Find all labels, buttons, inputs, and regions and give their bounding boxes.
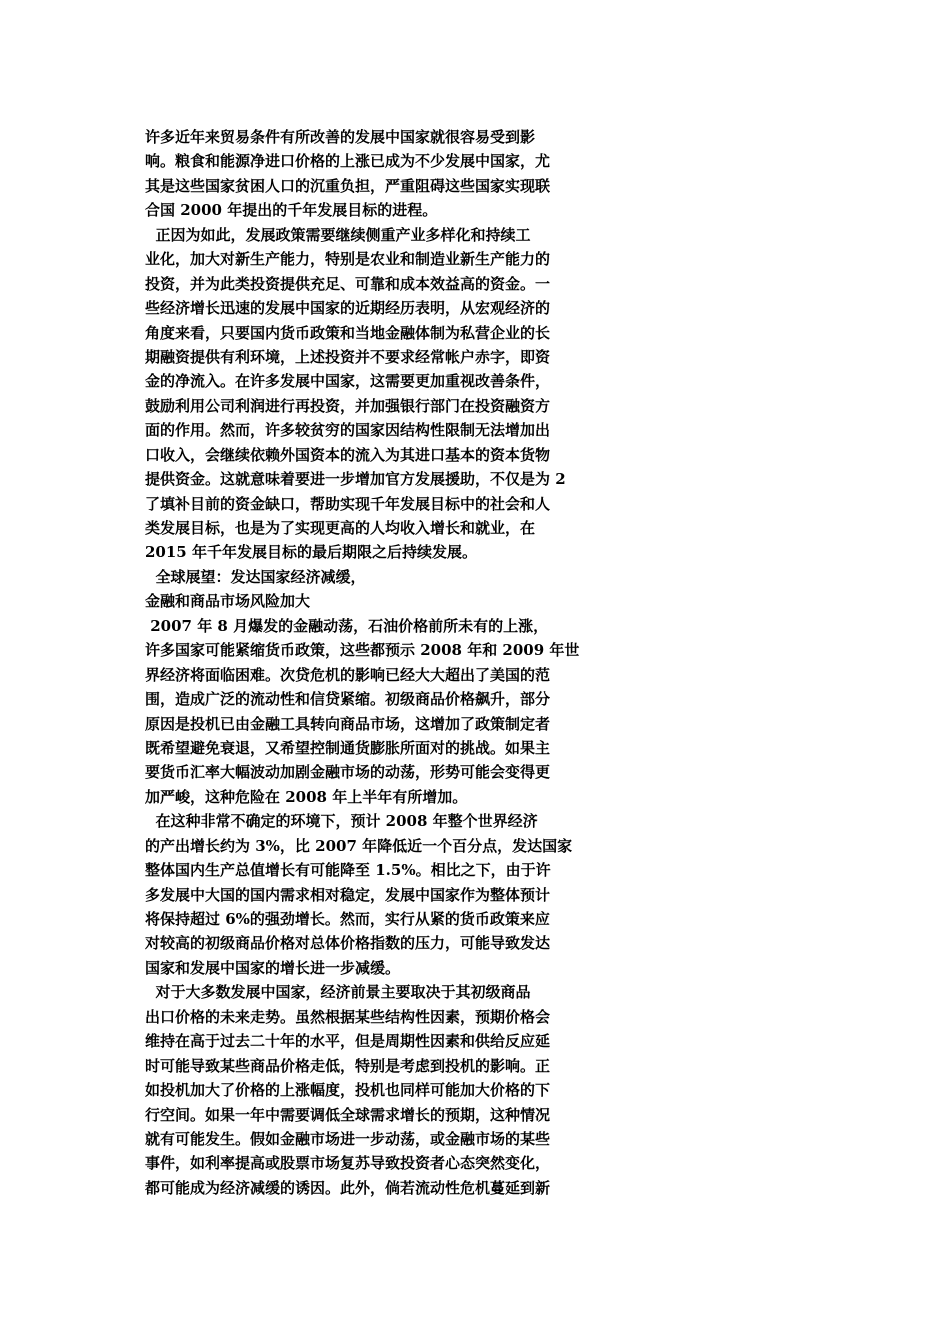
text-line: 些经济增长迅速的发展中国家的近期经历表明，从宏观经济的 xyxy=(145,299,551,318)
text-line: 金融和商品市场风险加大 xyxy=(145,592,311,611)
text-line: 了填补目前的资金缺口，帮助实现千年发展目标中的社会和人 xyxy=(145,494,551,513)
text-line: 国家和发展中国家的增长进一步减缓。 xyxy=(145,958,401,977)
text-line: 加严峻，这种危险在 2008 年上半年有所增加。 xyxy=(145,787,468,806)
text-line: 就有可能发生。假如金融市场进一步动荡，或金融市场的某些 xyxy=(145,1129,551,1148)
text-line: 正因为如此，发展政策需要继续侧重产业多样化和持续工 xyxy=(145,225,531,244)
text-line: 对于大多数发展中国家，经济前景主要取决于其初级商品 xyxy=(145,983,531,1002)
text-line: 围，造成广泛的流动性和信贷紧缩。初级商品价格飙升，部分 xyxy=(145,690,551,709)
text-line: 类发展目标，也是为了实现更高的人均收入增长和就业，在 xyxy=(145,519,536,537)
text-line: 业化，加大对新生产能力，特别是农业和制造业新生产能力的 xyxy=(145,250,551,269)
text-line: 对较高的初级商品价格对总体价格指数的压力，可能导致发达 xyxy=(145,934,551,953)
body-text xyxy=(145,125,615,1200)
text-line: 角度来看，只要国内货币政策和当地金融体制为私营企业的长 xyxy=(145,323,551,342)
text-line: 出口价格的未来走势。虽然根据某些结构性因素，预期价格会 xyxy=(145,1007,551,1026)
text-line: 投资，并为此类投资提供充足、可靠和成本效益高的资金。一 xyxy=(145,274,551,293)
text-line: 面的作用。然而，许多较贫穷的国家因结构性限制无法增加出 xyxy=(145,421,551,440)
text-line: 2007 年 8 月爆发的金融动荡，石油价格前所未有的上涨， xyxy=(145,616,549,635)
text-line: 原因是投机已由金融工具转向商品市场，这增加了政策制定者 xyxy=(145,714,551,733)
text-line: 时可能导致某些商品价格走低，特别是考虑到投机的影响。正 xyxy=(145,1056,551,1075)
text-line: 金的净流入。在许多发展中国家，这需要更加重视改善条件， xyxy=(145,372,551,391)
text-line: 的产出增长约为 3%，比 2007 年降低近一个百分点，发达国家 xyxy=(145,836,573,855)
text-line: 其是这些国家贫困人口的沉重负担，严重阻碍这些国家实现联 xyxy=(145,176,551,195)
text-line: 鼓励利用公司利润进行再投资，并加强银行部门在投资融资方 xyxy=(145,396,551,415)
text-line: 都可能成为经济减缓的诱因。此外，倘若流动性危机蔓延到新 xyxy=(145,1178,551,1197)
text-line: 多发展中大国的国内需求相对稳定，发展中国家作为整体预计 xyxy=(145,885,551,904)
text-line: 整体国内生产总值增长有可能降至 1.5%。相比之下，由于许 xyxy=(145,861,551,880)
text-line: 全球展望：发达国家经济减缓， xyxy=(145,567,366,586)
text-line: 提供资金。这就意味着要进一步增加官方发展援助，不仅是为 2 xyxy=(145,470,566,489)
text-line: 维持在高于过去二十年的水平，但是周期性因素和供给反应延 xyxy=(145,1032,551,1051)
text-line: 既希望避免衰退，又希望控制通货膨胀所面对的挑战。如果主 xyxy=(145,738,551,757)
text-line: 在这种非常不确定的环境下，预计 2008 年整个世界经济 xyxy=(145,812,538,831)
text-line: 如投机加大了价格的上涨幅度，投机也同样可能加大价格的下 xyxy=(145,1081,551,1100)
text-line: 2015 年千年发展目标的最后期限之后持续发展。 xyxy=(145,543,477,562)
text-line: 期融资提供有利环境，上述投资并不要求经常帐户赤字，即资 xyxy=(145,347,551,366)
text-line: 事件，如利率提高或股票市场复苏导致投资者心态突然变化， xyxy=(145,1154,551,1173)
text-line: 合国 2000 年提出的千年发展目标的进程。 xyxy=(145,201,438,220)
text-line: 要货币汇率大幅波动加剧金融市场的动荡，形势可能会变得更 xyxy=(145,763,551,782)
text-line: 口收入，会继续依赖外国资本的流入为其进口基本的资本货物 xyxy=(145,445,551,464)
text-line: 响。粮食和能源净进口价格的上涨已成为不少发展中国家，尤 xyxy=(145,152,551,171)
text-line: 许多国家可能紧缩货币政策，这些都预示 2008 年和 2009 年世 xyxy=(145,641,580,660)
text-line: 行空间。如果一年中需要调低全球需求增长的预期，这种情况 xyxy=(145,1105,551,1124)
text-line: 界经济将面临困难。次贷危机的影响已经大大超出了美国的范 xyxy=(145,665,551,684)
text-line: 将保持超过 6%的强劲增长。然而，实行从紧的货币政策来应 xyxy=(145,910,550,928)
text-line: 许多近年来贸易条件有所改善的发展中国家就很容易受到影 xyxy=(145,128,536,146)
